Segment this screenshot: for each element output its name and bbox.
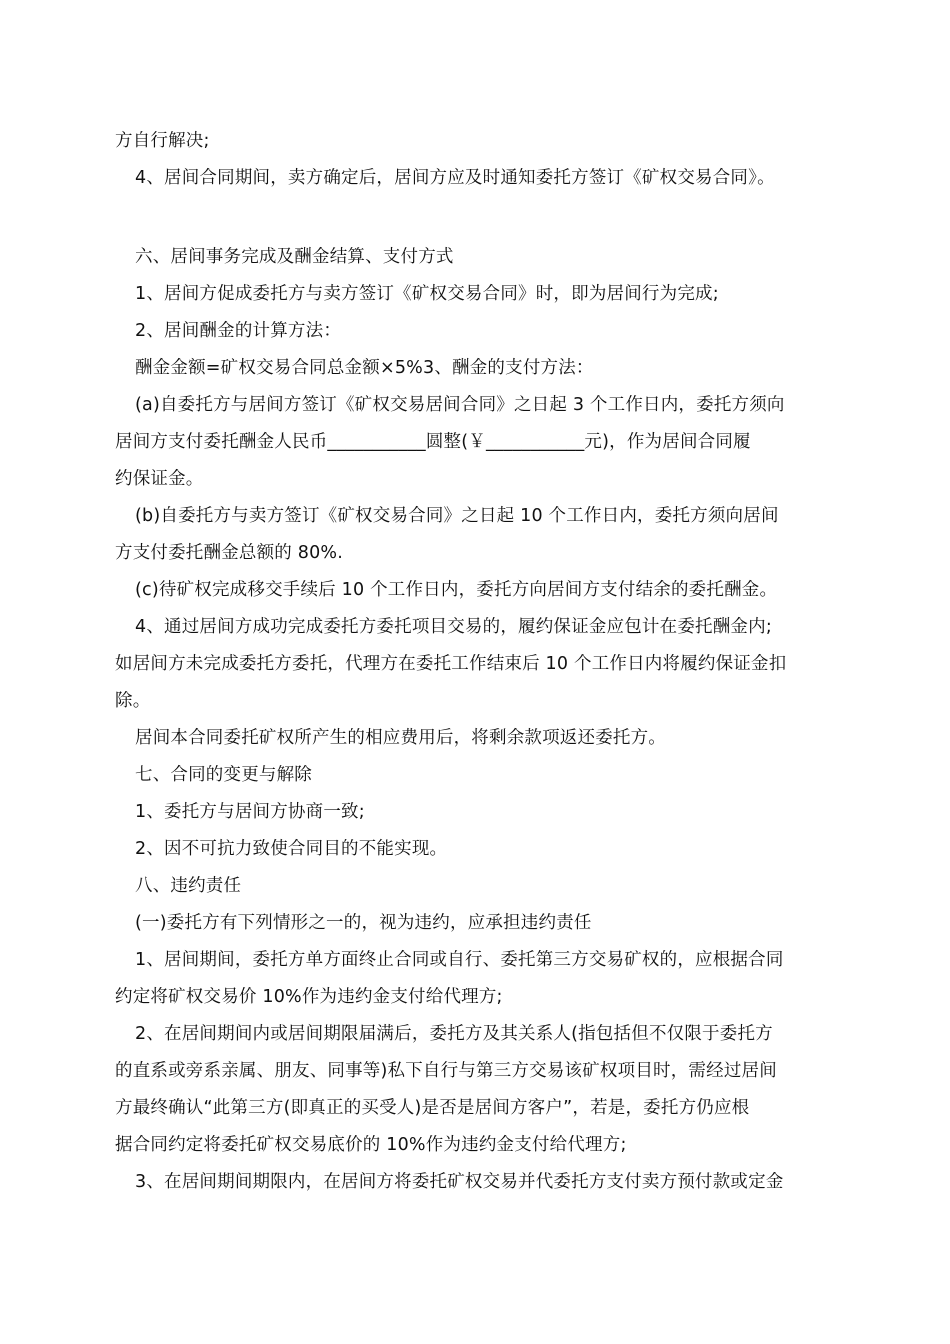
list-item: 1、居间期间，委托方单方面终止合同或自行、委托第三方交易矿权的，应根据合同 <box>135 950 784 970</box>
list-item: 4、通过居间方成功完成委托方委托项目交易的，履约保证金应包计在委托酬金内; <box>135 617 772 637</box>
body-line: 如居间方未完成委托方委托，代理方在委托工作结束后 10 个工作日内将履约保证金扣 <box>115 654 787 674</box>
list-item: 2、因不可抗力致使合同目的不能实现。 <box>135 839 448 859</box>
list-item: 1、委托方与居间方协商一致; <box>135 802 365 822</box>
body-line: 除。 <box>115 691 151 711</box>
subsection-heading: (一)委托方有下列情形之一的，视为违约，应承担违约责任 <box>135 913 592 933</box>
document-body <box>115 123 835 1201</box>
list-item: 2、在居间期间内或居间期限届满后，委托方及其关系人(指包括但不仅限于委托方 <box>135 1024 773 1044</box>
list-item: 2、居间酬金的计算方法： <box>135 321 342 341</box>
list-item: (c)待矿权完成移交手续后 10 个工作日内，委托方向居间方支付结余的委托酬金。 <box>135 580 778 600</box>
list-item: (b)自委托方与卖方签订《矿权交易合同》之日起 10 个工作日内，委托方须向居间 <box>135 506 779 526</box>
body-line: 方自行解决; <box>115 131 210 151</box>
section-heading: 八、违约责任 <box>135 876 242 896</box>
body-line: 约保证金。 <box>115 469 204 489</box>
list-item: (a)自委托方与居间方签订《矿权交易居间合同》之日起 3 个工作日内，委托方须向 <box>135 395 785 415</box>
body-line: 居间本合同委托矿权所产生的相应费用后，将剩余款项返还委托方。 <box>135 728 666 748</box>
body-line: 方最终确认“此第三方(即真正的买受人)是否是居间方客户”，若是，委托方仍应根 <box>115 1098 750 1118</box>
list-item: 4、居间合同期间，卖方确定后，居间方应及时通知委托方签订《矿权交易合同》。 <box>135 168 775 188</box>
section-heading: 六、居间事务完成及酬金结算、支付方式 <box>135 247 454 267</box>
body-line: 居间方支付委托酬金人民币___________圆整(￥___________元)，作为居间合同履 <box>115 432 751 452</box>
body-line: 约定将矿权交易价 10%作为违约金支付给代理方; <box>115 987 503 1007</box>
list-item: 1、居间方促成委托方与卖方签订《矿权交易合同》时，即为居间行为完成; <box>135 284 719 304</box>
body-line: 方支付委托酬金总额的 80%. <box>115 543 344 563</box>
body-line: 的直系或旁系亲属、朋友、同事等)私下自行与第三方交易该矿权项目时，需经过居间 <box>115 1061 777 1081</box>
section-heading: 七、合同的变更与解除 <box>135 765 312 785</box>
list-item: 3、在居间期间期限内，在居间方将委托矿权交易并代委托方支付卖方预付款或定金 <box>135 1172 784 1192</box>
blank-line <box>115 197 835 239</box>
formula-line: 酬金金额=矿权交易合同总金额×5%3、酬金的支付方法： <box>135 358 594 378</box>
body-line: 据合同约定将委托矿权交易底价的 10%作为违约金支付给代理方; <box>115 1135 627 1155</box>
